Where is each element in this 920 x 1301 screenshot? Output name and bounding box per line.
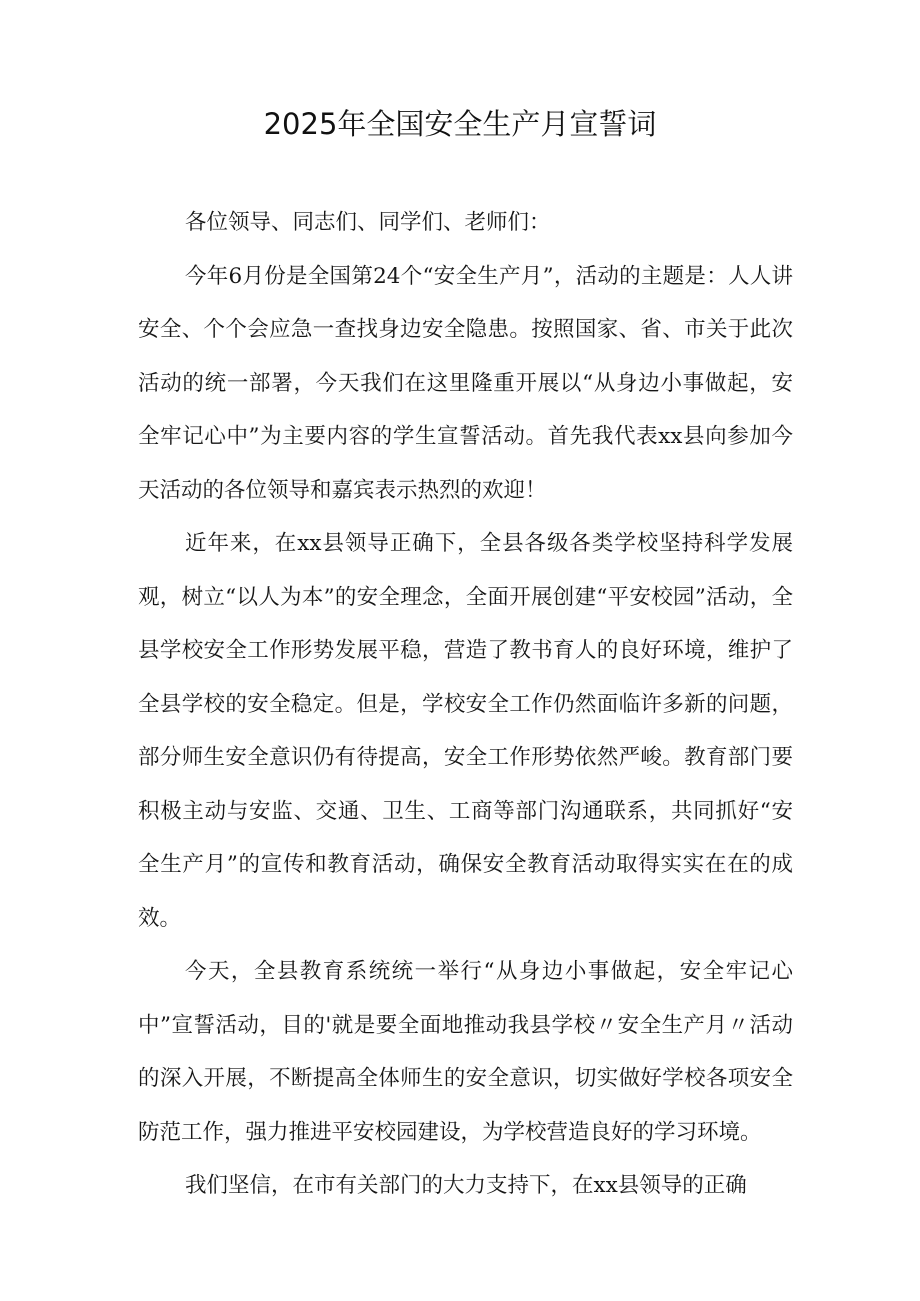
salutation: 各位领导、同志们、同学们、老师们： <box>185 210 551 235</box>
paragraph-2: 近年来，在xx县领导正确下，全县各级各类学校坚持科学发展观，树立“以人为本”的安全理念，全面开展创建“平安校园”活动，全县学校安全工作形势发展平稳，营造了教书育人的良好环境，维护了全县学校的安全稳定。但是，学校安全工作仍然面临许多新的问题，部分师生安全意识仍有待提高，安全工作形势依然严峻。教育部门要积极主动与安监、交通、卫生、工商等部门沟通联系，共同抓好“安全生产月”的宣传和教育活动，确保安全教育活动取得实实在在的成效。 <box>138 531 793 931</box>
paragraph-1: 今年6月份是全国第24个“安全生产月”，活动的主题是：人人讲安全、个个会应急一查找身边安全隐患。按照国家、省、市关于此次活动的统一部署，今天我们在这里隆重开展以“从身边小事做起，安全牢记心中”为主要内容的学生宣誓活动。首先我代表xx县向参加今天活动的各位领导和嘉宾表示热烈的欢迎！ <box>138 263 793 503</box>
paragraph-4: 我们坚信，在市有关部门的大力支持下，在xx县领导的正确 <box>185 1173 747 1198</box>
document-body <box>138 196 793 1213</box>
paragraph-3: 今天，全县教育系统统一举行“从身边小事做起，安全牢记心中”宣誓活动，目的'就是要全面地推动我县学校〃安全生产月〃活动的深入开展，不断提高全体师生的安全意识，切实做好学校各项安全防范工作，强力推进平安校园建设，为学校营造良好的学习环境。 <box>138 959 793 1145</box>
document-title: 2025年全国安全生产月宣誓词 <box>263 107 657 141</box>
